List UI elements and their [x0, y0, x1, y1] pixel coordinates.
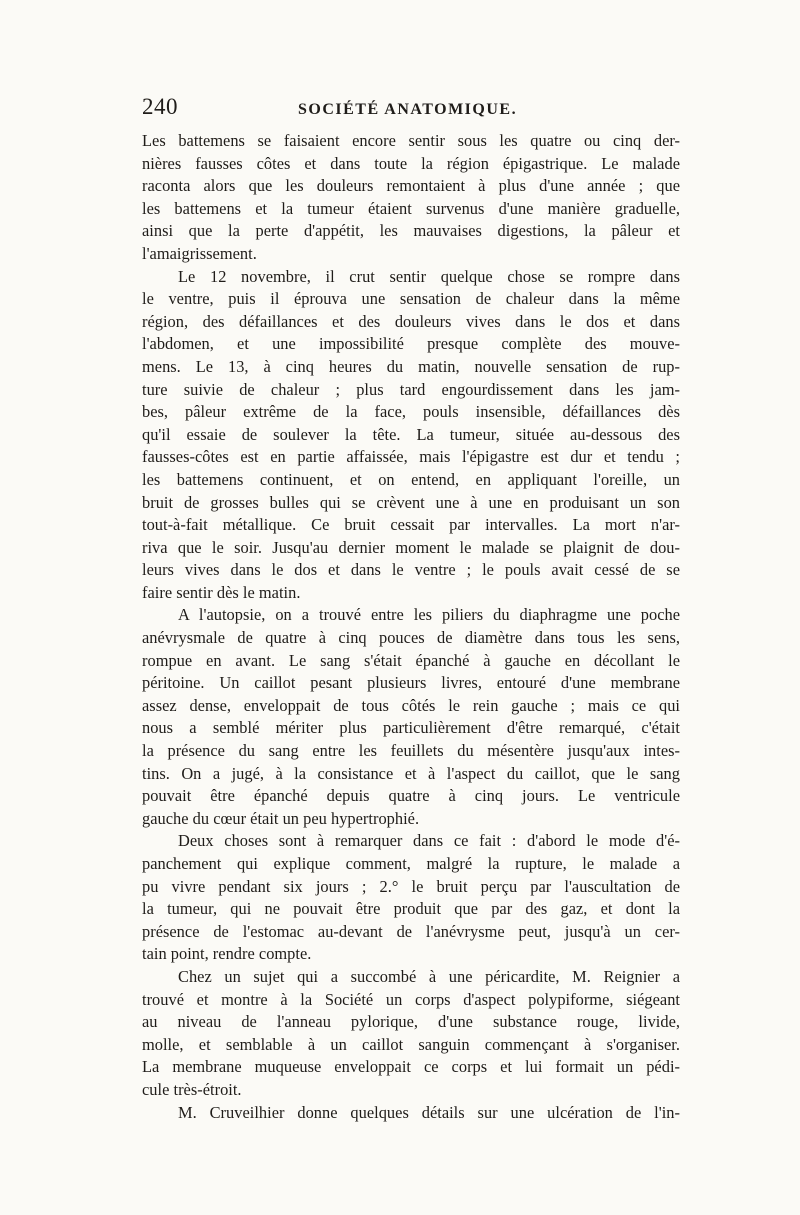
- text-line: la tumeur, qui ne pouvait être produit que par des gaz, et dont la: [142, 899, 680, 919]
- text-line: rompue en avant. Le sang s'était épanché à gauche en décollant le: [142, 650, 680, 670]
- text-line: la présence du sang entre les feuillets du mésentère jusqu'aux intes-: [142, 741, 680, 761]
- paragraph: [142, 130, 680, 266]
- text-line: cule très-étroit.: [142, 1079, 242, 1099]
- text-line: les battemens et la tumeur étaient survenus d'une manière graduelle,: [142, 198, 680, 218]
- text-line: l'abdomen, et une impossibilité presque complète des mouve-: [142, 334, 680, 354]
- text-line: au niveau de l'anneau pylorique, d'une substance rouge, livide,: [142, 1012, 680, 1032]
- text-line: bes, pâleur extrême de la face, pouls insensible, défaillances dès: [142, 402, 680, 422]
- text-line: région, des défaillances et des douleurs vives dans le dos et dans: [142, 311, 680, 331]
- text-line: présence de l'estomac au-devant de l'anévrysme peut, jusqu'à un cer-: [142, 921, 680, 941]
- text-line: Chez un sujet qui a succombé à une péricardite, M. Reignier a: [178, 966, 680, 986]
- paragraph: [142, 604, 680, 830]
- text-line: ture suivie de chaleur ; plus tard engourdissement dans les jam-: [142, 379, 680, 399]
- text-line: le ventre, puis il éprouva une sensation de chaleur dans la même: [142, 289, 680, 309]
- paragraph: [142, 830, 680, 966]
- text-line: M. Cruveilhier donne quelques détails sur une ulcération de l'in-: [178, 1102, 680, 1122]
- text-line: les battemens continuent, et on entend, en appliquant l'oreille, un: [142, 469, 680, 489]
- text-line: Deux choses sont à remarquer dans ce fait : d'abord le mode d'é-: [178, 831, 680, 851]
- text-line: raconta alors que les douleurs remontaient à plus d'une année ; que: [142, 176, 680, 196]
- page-header: [142, 94, 680, 126]
- text-line: tout-à-fait métallique. Ce bruit cessait par intervalles. La mort n'ar-: [142, 515, 680, 535]
- text-line: nous a semblé mériter plus particulièrement d'être remarqué, c'était: [142, 718, 680, 738]
- text-line: molle, et semblable à un caillot sanguin commençant à s'organiser.: [142, 1034, 680, 1054]
- text-line: trouvé et montre à la Société un corps d'aspect polypiforme, siégeant: [142, 989, 680, 1009]
- body-text: [142, 130, 680, 1124]
- text-line: gauche du cœur était un peu hypertrophié.: [142, 808, 420, 828]
- text-line: panchement qui explique comment, malgré la rupture, le malade a: [142, 854, 680, 873]
- text-line: mens. Le 13, à cinq heures du matin, nouvelle sensation de rup-: [142, 356, 680, 376]
- page-number: 240: [142, 94, 178, 119]
- text-line: assez dense, enveloppait de tous côtés le rein gauche ; mais ce qui: [142, 695, 680, 715]
- text-line: riva que le soir. Jusqu'au dernier moment le malade se plaignit de dou-: [142, 537, 680, 557]
- text-line: péritoine. Un caillot pesant plusieurs livres, entouré d'une membrane: [142, 673, 680, 693]
- running-head: SOCIÉTÉ ANATOMIQUE.: [298, 101, 518, 118]
- text-line: nières fausses côtes et dans toute la région épigastrique. Le malade: [142, 153, 680, 173]
- text-line: ainsi que la perte d'appétit, les mauvaises digestions, la pâleur et: [142, 221, 680, 241]
- text-line: bruit de grosses bulles qui se crèvent une à une en produisant un son: [142, 492, 680, 512]
- text-line: A l'autopsie, on a trouvé entre les piliers du diaphragme une poche: [178, 605, 680, 625]
- text-line: fausses-côtes est en partie affaissée, mais l'épigastre est dur et tendu ;: [142, 447, 680, 467]
- text-line: Les battemens se faisaient encore sentir sous les quatre ou cinq der-: [142, 131, 680, 150]
- text-line: tins. On a jugé, à la consistance et à l'aspect du caillot, que le sang: [142, 763, 680, 783]
- text-line: faire sentir dès le matin.: [142, 582, 301, 602]
- text-line: leurs vives dans le dos et dans le ventre ; le pouls avait cessé de se: [142, 560, 680, 580]
- text-line: La membrane muqueuse enveloppait ce corps et lui formait un pédi-: [142, 1057, 680, 1077]
- paragraph: [142, 1102, 680, 1125]
- text-line: pu vivre pendant six jours ; 2.° le bruit perçu par l'auscultation de: [142, 876, 680, 896]
- text-line: Le 12 novembre, il crut sentir quelque chose se rompre dans: [178, 266, 680, 286]
- text-line: l'amaigrissement.: [142, 243, 257, 263]
- text-line: tain point, rendre compte.: [142, 944, 312, 964]
- text-line: pouvait être épanché depuis quatre à cinq jours. Le ventricule: [142, 786, 680, 806]
- paragraph: [142, 966, 680, 1102]
- text-line: anévrysmale de quatre à cinq pouces de diamètre dans tous les sens,: [142, 628, 680, 648]
- paragraph: [142, 266, 680, 605]
- text-line: qu'il essaie de soulever la tête. La tumeur, située au-dessous des: [142, 424, 680, 444]
